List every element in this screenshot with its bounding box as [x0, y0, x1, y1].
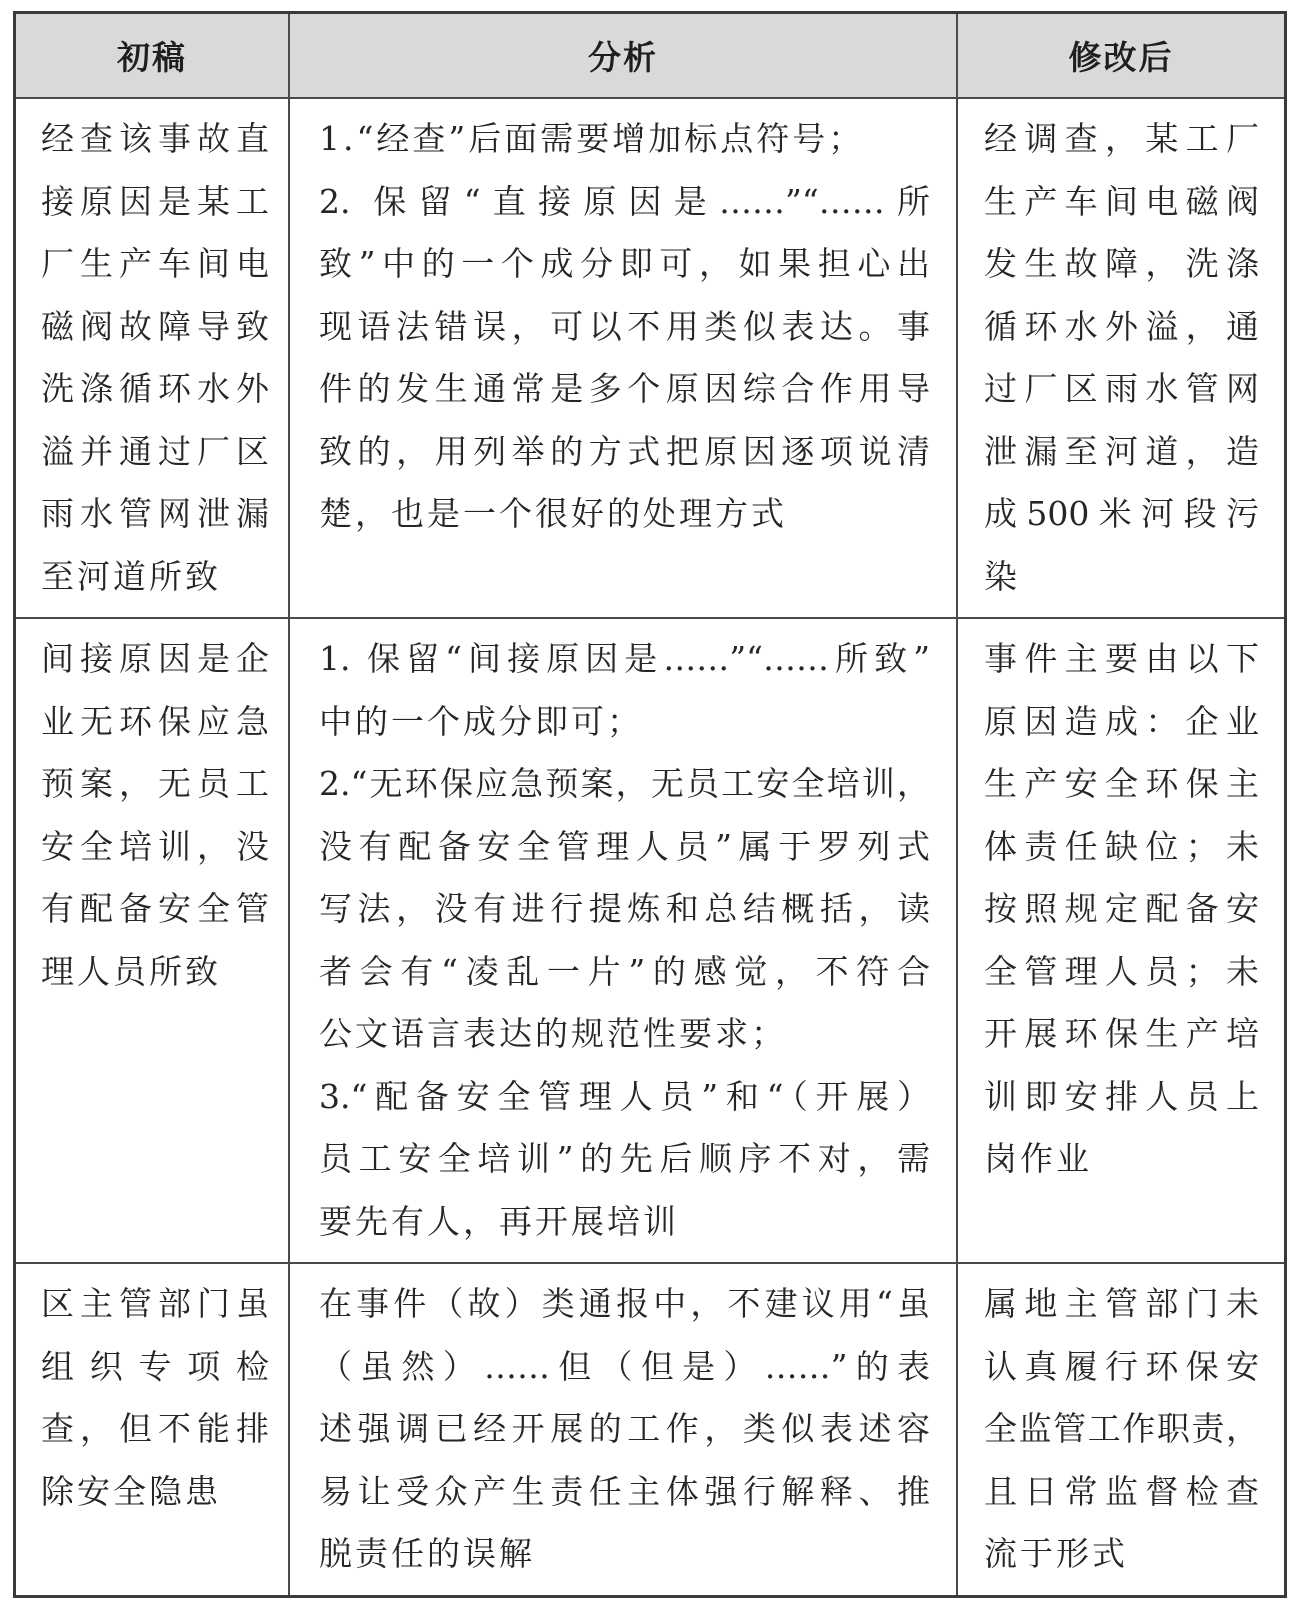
text-line: 公文语言表达的规范性要求；: [319, 1014, 787, 1053]
text-line: 1. 保留“间接原因是……”“……所致”: [319, 639, 930, 678]
row-1-draft-cell: [16, 99, 290, 619]
paragraph: [984, 1273, 1259, 1586]
row-2-draft-cell: [16, 619, 290, 1264]
text-line: 经查该事故直: [41, 119, 269, 158]
text-line: 脱责任的误解: [319, 1534, 535, 1573]
row-2-analysis-cell: [290, 619, 958, 1264]
text-line: 全监管工作职责，: [984, 1409, 1259, 1448]
text-line: 溢并通过厂区: [41, 431, 269, 471]
text-line: 要先有人，再开展培训: [319, 1201, 679, 1241]
text-line: 成500米河段污: [984, 494, 1259, 533]
row-3-revised-cell: [958, 1264, 1284, 1595]
text-line: （虽然）……但（但是）……”的表: [319, 1346, 930, 1386]
paragraph: [41, 628, 269, 1003]
text-line: 者会有“凌乱一片”的感觉，不符合: [319, 951, 930, 991]
text-line: 接原因是某工: [41, 181, 269, 221]
comparison-table: [13, 11, 1287, 1598]
text-line: 3.“配备安全管理人员”和“（开展）: [319, 1076, 930, 1116]
paragraph: [41, 108, 269, 608]
paragraph: [319, 753, 930, 1066]
text-line: 预案，无员工: [41, 764, 269, 803]
text-line: 生产车间电磁阀: [984, 181, 1259, 221]
row-3-analysis-cell: [290, 1264, 958, 1595]
text-line: 2. 保留“直接原因是……”“……所: [319, 181, 930, 221]
text-line: 过厂区雨水管网: [984, 369, 1259, 408]
text-line: 岗作业: [984, 1139, 1092, 1178]
text-line: 经调查，某工厂: [984, 119, 1259, 158]
text-line: 泄漏至河道，造: [984, 431, 1259, 471]
text-line: 至河道所致: [41, 556, 221, 596]
header-revised: 修改后: [958, 14, 1284, 99]
text-line: 染: [984, 556, 1020, 596]
text-line: 2.“无环保应急预案，无员工安全培训，: [319, 764, 930, 803]
text-line: 磁阀故障导致: [41, 306, 269, 346]
text-line: 安全培训，没: [41, 826, 269, 866]
paragraph: [319, 1066, 930, 1254]
text-line: 认真履行环保安: [984, 1346, 1259, 1386]
text-line: 理人员所致: [41, 951, 221, 991]
text-line: 开展环保生产培: [984, 1014, 1259, 1053]
text-line: 雨水管网泄漏: [41, 494, 269, 533]
text-line: 件的发生通常是多个原因综合作用导: [319, 369, 930, 408]
text-line: 训即安排人员上: [984, 1076, 1259, 1116]
text-line: 中的一个成分即可；: [319, 701, 643, 741]
text-line: 原因造成：企业: [984, 701, 1259, 741]
row-1-revised-cell: [958, 99, 1284, 619]
paragraph: [319, 1273, 930, 1586]
text-line: 流于形式: [984, 1534, 1128, 1573]
text-line: 现语法错误，可以不用类似表达。事: [319, 306, 930, 346]
text-line: 除安全隐患: [41, 1471, 221, 1511]
text-line: 致”中的一个成分即可，如果担心出: [319, 244, 930, 283]
header-analysis: 分析: [290, 14, 958, 99]
text-line: 属地主管部门未: [984, 1284, 1259, 1323]
text-line: 事件主要由以下: [984, 639, 1259, 678]
text-line: 在事件（故）类通报中，不建议用“虽: [319, 1284, 930, 1323]
text-line: 体责任缺位；未: [984, 826, 1259, 866]
text-line: 述强调已经开展的工作，类似表述容: [319, 1409, 930, 1448]
text-line: 1.“经查”后面需要增加标点符号；: [319, 119, 865, 158]
paragraph: [41, 1273, 269, 1523]
text-line: 厂生产车间电: [41, 244, 269, 283]
row-1-analysis-cell: [290, 99, 958, 619]
text-line: 业无环保应急: [41, 701, 269, 741]
text-line: 楚，也是一个很好的处理方式: [319, 494, 787, 533]
text-line: 全管理人员；未: [984, 951, 1259, 991]
paragraph: [319, 628, 930, 753]
text-line: 按照规定配备安: [984, 889, 1259, 928]
header-draft: 初稿: [16, 14, 290, 99]
text-line: 组织专项检: [41, 1346, 269, 1386]
paragraph: [319, 108, 930, 171]
text-line: 间接原因是企: [41, 639, 269, 678]
paragraph: [319, 171, 930, 546]
text-line: 查，但不能排: [41, 1409, 269, 1448]
text-line: 写法，没有进行提炼和总结概括，读: [319, 889, 930, 928]
text-line: 洗涤循环水外: [41, 369, 269, 408]
text-line: 致的，用列举的方式把原因逐项说清: [319, 431, 930, 471]
text-line: 发生故障，洗涤: [984, 244, 1259, 283]
text-line: 生产安全环保主: [984, 764, 1259, 803]
paragraph: [984, 108, 1259, 608]
paragraph: [984, 628, 1259, 1191]
text-line: 员工安全培训”的先后顺序不对，需: [319, 1139, 930, 1178]
text-line: 循环水外溢，通: [984, 306, 1259, 346]
row-2-revised-cell: [958, 619, 1284, 1264]
text-line: 没有配备安全管理人员”属于罗列式: [319, 826, 930, 866]
row-3-draft-cell: [16, 1264, 290, 1595]
text-line: 且日常监督检查: [984, 1471, 1259, 1511]
text-line: 有配备安全管: [41, 889, 269, 928]
text-line: 区主管部门虽: [41, 1284, 269, 1323]
text-line: 易让受众产生责任主体强行解释、推: [319, 1471, 930, 1511]
